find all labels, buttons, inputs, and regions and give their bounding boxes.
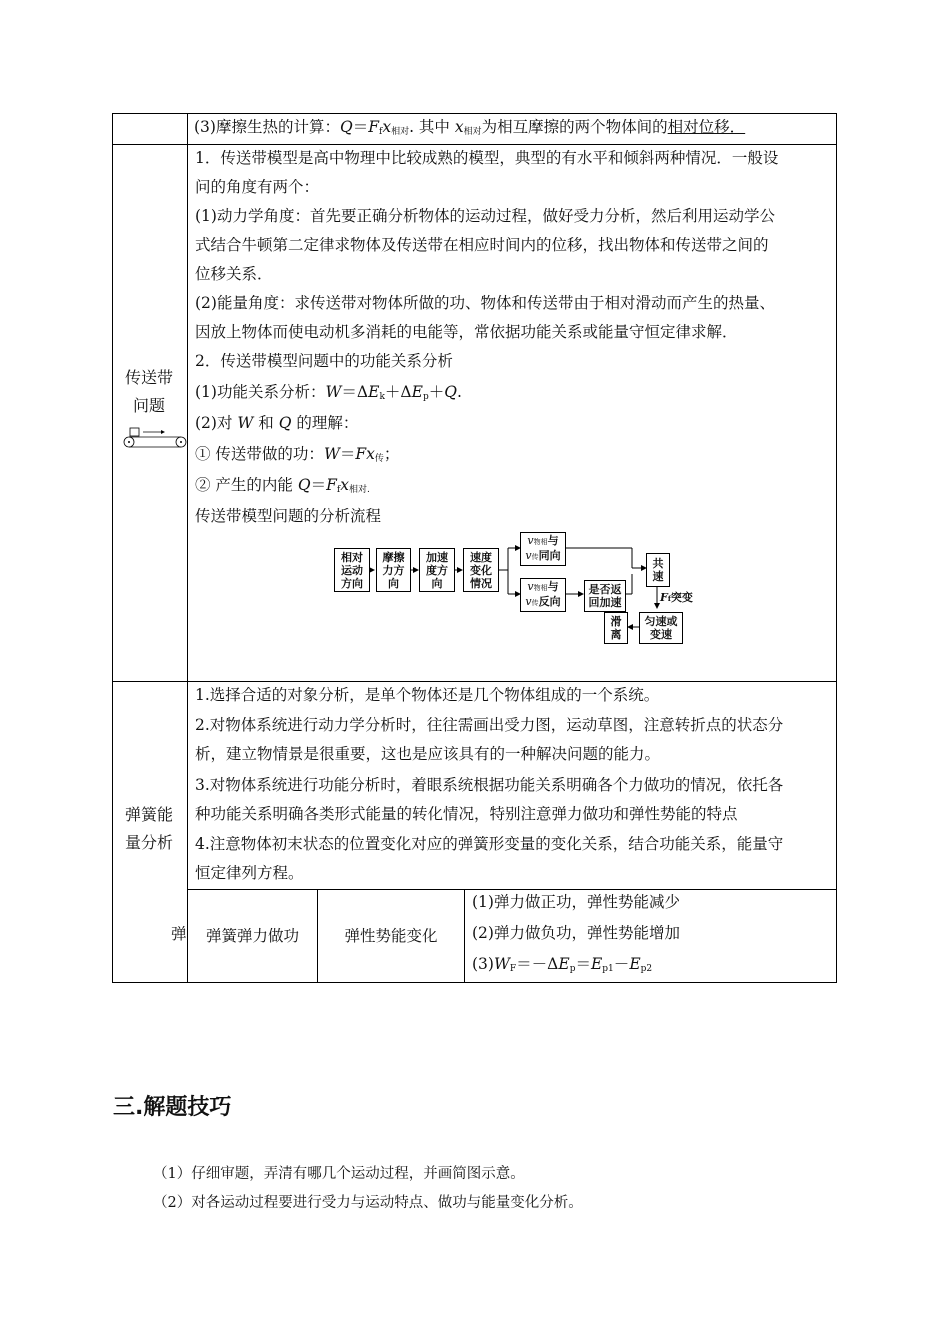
flow-box-slide-off: 滑 离	[604, 612, 628, 644]
flow-box-relative-motion: 相对 运动 方向	[334, 548, 370, 592]
spring-line-7: 恒定律列方程。	[195, 864, 304, 882]
spring-rule-3: $(3)W_F=-\Delta E_p=E_{p1}-E_{p2}$	[472, 955, 653, 974]
flow-box-acceleration-direction: 加速 度方 向	[419, 548, 455, 592]
section-title-tips: 三.解题技巧	[113, 1095, 232, 1120]
conveyor-line-5: 位移关系．	[195, 265, 273, 283]
spring-line-3: 析，建立物情景是很重要，这也是应该具有的一种解决问题的能力。	[195, 745, 661, 763]
spring-line-2: 2.对物体系统进行动力学分析时，往往需画出受力图，运动草图，注意转折点的状态分	[195, 716, 784, 734]
tip-1: （1）仔细审题，弄清有哪几个运动过程，并画简图示意。	[153, 1166, 525, 1182]
flow-box-uniform-or-variable: 匀速或 变速	[639, 612, 683, 644]
flow-box-return-accelerate: 是否返 回加速	[584, 580, 626, 612]
spring-line-1: 1.选择合适的对象分析，是单个物体还是几个物体组成的一个系统。	[195, 686, 660, 704]
conveyor-line-4: 式结合牛顿第二定律求物体及传送带在相应时间内的位移，找出物体和传送带之间的	[195, 236, 769, 254]
conveyor-line-8: 2．传送带模型问题中的功能关系分析	[195, 352, 453, 370]
spring-line-4: 3.对物体系统进行功能分析时，着眼系统根据功能关系明确各个力做功的情况，依托各	[195, 776, 784, 794]
tip-2: （2）对各运动过程要进行受力与运动特点、做功与能量变化分析。	[153, 1195, 583, 1211]
flow-box-common-speed: 共 速	[646, 553, 670, 587]
spring-label: 弹簧能 量分析	[124, 805, 173, 852]
conveyor-belt-icon	[121, 425, 189, 451]
conveyor-line-6: (2)能量角度：求传送带对物体所做的功、物体和传送带由于相对滑动而产生的热量、	[195, 294, 775, 312]
conveyor-line-10: (2)对 W 和 Q 的理解：	[195, 414, 359, 432]
flow-friction-change-label: Ff突变	[660, 591, 693, 604]
flow-box-opposite-direction: v物相与 v传反向	[520, 578, 566, 612]
conveyor-line-7: 因放上物体而使电动机多消耗的电能等，常依据功能关系或能量守恒定律求解．	[195, 323, 738, 341]
spring-table-cell-work: 弹簧弹力做功	[205, 927, 299, 945]
friction-heat-line: (3)摩擦生热的计算：$Q=F_fx_{相对}$. 其中 $x_{相对}$为相互摩擦的两个物体间的相对位移．	[194, 118, 746, 137]
spring-stray-char: 弹	[171, 925, 187, 943]
conveyor-line-2: 问的角度有两个：	[195, 178, 320, 196]
spring-rule-2: (2)弹力做负功，弹性势能增加	[472, 924, 680, 942]
flow-box-same-direction: v物相与 v传同向	[520, 532, 566, 566]
spring-line-5: 种功能关系明确各类形式能量的转化情况，特别注意弹力做功和弹性势能的特点	[195, 805, 738, 823]
conveyor-label: 传送带 问题	[124, 368, 173, 415]
spring-table-cell-energy-change: 弹性势能变化	[344, 927, 438, 945]
spring-line-6: 4.注意物体初末状态的位置变化对应的弹簧形变量的变化关系，结合功能关系，能量守	[195, 835, 784, 853]
conveyor-line-9: (1)功能关系分析：$W=\Delta E_k+\Delta E_p+Q$.	[195, 383, 462, 402]
conveyor-line-3: (1)动力学角度：首先要正确分析物体的运动过程，做好受力分析，然后利用运动学公	[195, 207, 775, 225]
conveyor-line-11: ① 传送带做的功：$W=Fx_传$；	[195, 445, 400, 464]
conveyor-line-12: ② 产生的内能 $Q=F_fx_{相对.}$	[195, 476, 370, 495]
conveyor-line-1: 1．传送带模型是高中物理中比较成熟的模型，典型的有水平和倾斜两种情况．一般设	[195, 149, 779, 167]
flow-box-friction-direction: 摩擦 力方 向	[376, 548, 411, 592]
flow-box-velocity-change: 速度 变化 情况	[463, 548, 499, 592]
conveyor-line-13: 传送带模型问题的分析流程	[195, 507, 382, 525]
spring-rule-1: (1)弹力做正功，弹性势能减少	[472, 893, 680, 911]
